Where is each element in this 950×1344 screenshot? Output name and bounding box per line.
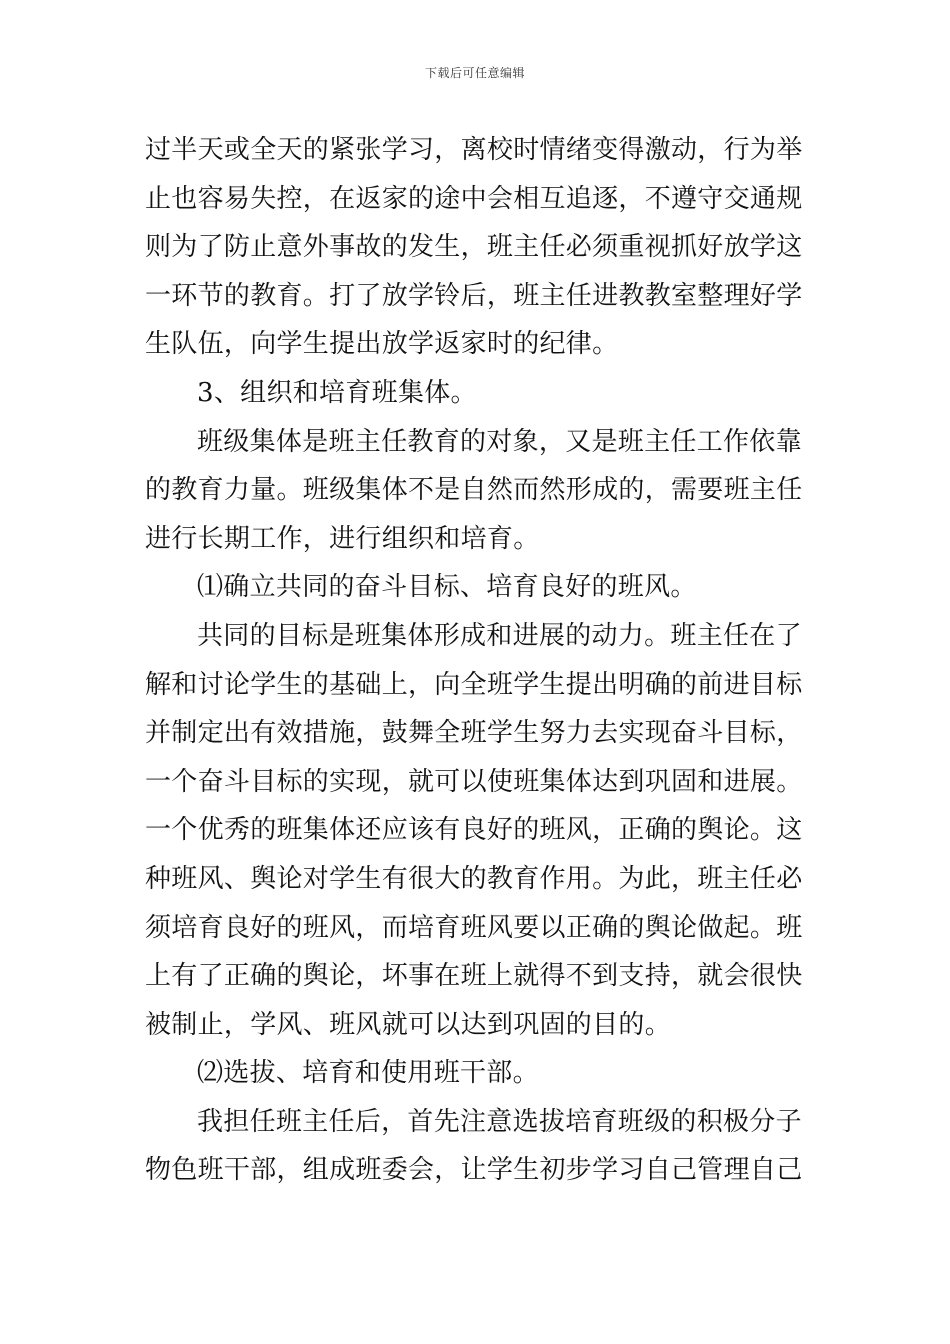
text-line: 一个优秀的班集体还应该有良好的班风，正确的舆论。这 (145, 815, 803, 846)
text-line: 一个奋斗目标的实现，就可以使班集体达到巩固和进展。 (145, 766, 803, 797)
paragraph-start: 共同的目标是班集体形成和进展的动力。班主任在了 (197, 620, 802, 651)
text-line: 解和讨论学生的基础上，向全班学生提出明确的前进目标 (145, 669, 803, 700)
text-line: 止也容易失控，在返家的途中会相互追逐，不遵守交通规 (145, 183, 803, 214)
text-line: 种班风、舆论对学生有很大的教育作用。为此，班主任必 (145, 863, 803, 894)
text-line: 进行长期工作，进行组织和培育。 (145, 523, 540, 554)
text-line: 上有了正确的舆论，坏事在班上就得不到支持，就会很快 (145, 961, 803, 992)
section-heading: 3、组织和培育班集体。 (197, 377, 477, 408)
text-line: 被制止，学风、班风就可以达到巩固的目的。 (145, 1009, 672, 1040)
subsection-heading: ⑴确立共同的奋斗目标、培育良好的班风。 (197, 572, 697, 603)
paragraph-start: 班级集体是班主任教育的对象，又是班主任工作依靠 (197, 426, 802, 457)
paragraph-start: 我担任班主任后，首先注意选拔培育班级的积极分子 (197, 1106, 802, 1137)
page-header: 下载后可任意编辑 (424, 66, 525, 80)
text-line: 须培育良好的班风，而培育班风要以正确的舆论做起。班 (145, 912, 803, 943)
text-line: 则为了防止意外事故的发生，班主任必须重视抓好放学这 (145, 232, 803, 263)
subsection-heading: ⑵选拔、培育和使用班干部。 (197, 1058, 539, 1089)
text-line: 过半天或全天的紧张学习，离校时情绪变得激动，行为举 (145, 135, 803, 165)
body-text (145, 126, 813, 1195)
text-line: 生队伍，向学生提出放学返家时的纪律。 (145, 329, 619, 360)
text-line: 一环节的教育。打了放学铃后，班主任进教教室整理好学 (145, 280, 803, 311)
text-line: 的教育力量。班级集体不是自然而然形成的，需要班主任 (145, 475, 803, 506)
text-line: 并制定出有效措施，鼓舞全班学生努力去实现奋斗目标， (145, 718, 803, 749)
text-line: 物色班干部，组成班委会，让学生初步学习自己管理自己 (145, 1155, 803, 1186)
